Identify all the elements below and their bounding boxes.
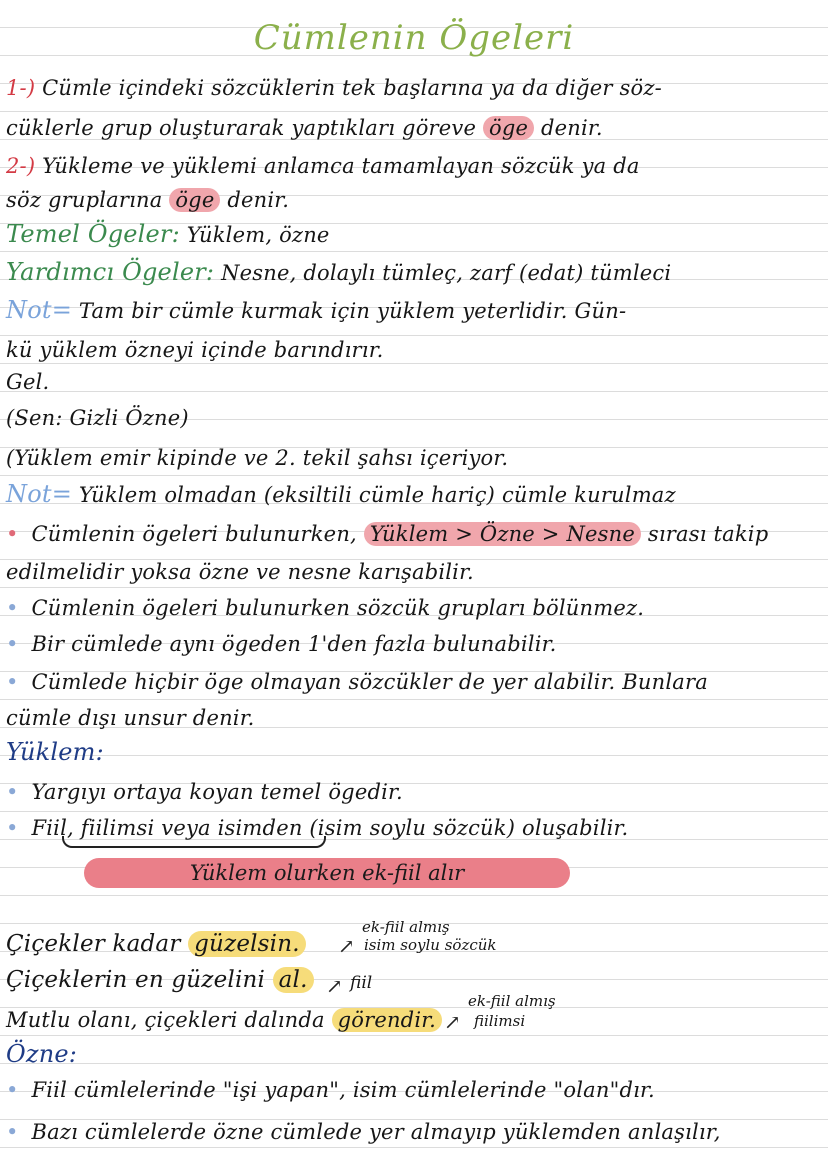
yardimci-ogeler-line — [6, 258, 671, 287]
highlight-oge: öge — [483, 116, 534, 140]
definition-line-1 — [6, 74, 662, 102]
definition-text: söz gruplarına — [6, 188, 163, 212]
note-label: Not= — [6, 296, 73, 324]
note-line-2: kü yüklem özneyi içinde barındırır. — [6, 338, 384, 362]
bullet-1-cont: edilmelidir yoksa özne ve nesne karışabilir. — [6, 560, 474, 584]
bullet-text: sırası takip — [647, 522, 769, 546]
highlight-al: al. — [273, 967, 314, 993]
example-text: Çiçekler kadar — [6, 931, 181, 957]
definition-text: denir. — [541, 116, 603, 140]
note-label: Not= — [6, 480, 73, 508]
highlight-oge: öge — [169, 188, 220, 212]
bullet-dot-icon: • — [6, 816, 19, 840]
ozne-heading — [6, 1040, 77, 1069]
heading-text: Özne: — [6, 1040, 78, 1068]
bullet-dot-icon: • — [6, 670, 19, 694]
item-number: 1-) — [6, 76, 36, 100]
yardimci-ogeler-label: Yardımcı Ögeler: — [6, 258, 215, 286]
note-line-1 — [6, 296, 626, 325]
bullet-text: Cümlenin ögeleri bulunurken, — [31, 522, 357, 546]
example-gizli-ozne: (Sen: Gizli Özne) — [6, 406, 189, 430]
bullet-2 — [6, 594, 644, 622]
annotation-fiil: fiil — [350, 973, 373, 993]
annotation-fiilimsi: fiilimsi — [474, 1012, 526, 1030]
annotation-ek-fiil: ek-fiil almış — [362, 918, 450, 936]
temel-ogeler-line — [6, 220, 330, 249]
note-text: Tam bir cümle kurmak için yüklem yeterlidir. Gün- — [78, 299, 627, 323]
definition-line-3 — [6, 152, 640, 180]
bullet-text: Yargıyı ortaya koyan temel ögedir. — [31, 780, 403, 804]
yuklem-heading — [6, 738, 104, 767]
arrow-icon: ↗ — [444, 1010, 461, 1034]
bullet-4 — [6, 668, 708, 696]
arrow-icon: ↗ — [338, 934, 355, 958]
definition-text: denir. — [227, 188, 290, 212]
bullet-text: Cümlede hiçbir öge olmayan sözcükler de yer alabilir. Bunlara — [31, 670, 708, 694]
note-line-3 — [6, 480, 676, 509]
highlight-order: Yüklem > Özne > Nesne — [364, 522, 641, 546]
example-text: Mutlu olanı, çiçekleri dalında — [6, 1008, 325, 1032]
bullet-dot-icon: • — [6, 632, 19, 656]
bullet-dot-icon: • — [6, 522, 19, 546]
item-number: 2-) — [6, 154, 36, 178]
definition-text: Cümle içindeki sözcüklerin tek başlarına ya da diğer söz- — [42, 76, 662, 100]
example-explanation: (Yüklem emir kipinde ve 2. tekil şahsı içeriyor. — [6, 446, 509, 470]
temel-ogeler-label: Temel Ögeler: — [6, 220, 180, 248]
example-gel: Gel. — [6, 370, 50, 394]
yuklem-bullet-1 — [6, 778, 403, 806]
example-text: Çiçeklerin en güzelini — [6, 967, 266, 993]
ek-fiil-highlight-pill: Yüklem olurken ek-fiil alır — [84, 858, 570, 888]
definition-text: Yükleme ve yüklemi anlamca tamamlayan sözcük ya da — [42, 154, 640, 178]
heading-text: Yüklem: — [6, 738, 104, 766]
bullet-3 — [6, 630, 556, 658]
definition-line-4 — [6, 186, 289, 214]
bullet-text: Cümlenin ögeleri bulunurken sözcük grupları bölünmez. — [31, 596, 645, 620]
bullet-text: Fiil cümlelerinde "işi yapan", isim cümlelerinde "olan"dır. — [31, 1078, 655, 1102]
ozne-bullet-2 — [6, 1118, 721, 1146]
arrow-icon: ↗ — [326, 974, 343, 998]
bullet-text: Fiil, fiilimsi veya isimden (isim soylu sözcük) oluşabilir. — [31, 816, 629, 840]
annotation-isim-soylu: isim soylu sözcük — [364, 936, 497, 954]
page-title: Cümlenin Ögeleri — [253, 18, 575, 58]
highlight-guzelsin: güzelsin. — [188, 931, 306, 957]
highlight-gorendir: görendir. — [332, 1008, 442, 1032]
bullet-text: Bazı cümlelerde özne cümlede yer almayıp yüklemden anlaşılır, — [31, 1120, 721, 1144]
bullet-dot-icon: • — [6, 1120, 19, 1144]
note-text: Yüklem olmadan (eksiltili cümle hariç) cümle kurulmaz — [78, 483, 676, 507]
bullet-1 — [6, 520, 768, 548]
bullet-dot-icon: • — [6, 596, 19, 620]
bullet-dot-icon: • — [6, 1078, 19, 1102]
definition-line-2 — [6, 114, 603, 142]
definition-text: cüklerle grup oluşturarak yaptıkları göreve — [6, 116, 477, 140]
temel-ogeler-text: Yüklem, özne — [186, 223, 330, 247]
annotation-ek-fiil-2: ek-fiil almış — [468, 992, 556, 1010]
brace-underline — [62, 836, 326, 848]
bullet-text: Bir cümlede aynı ögeden 1'den fazla bulunabilir. — [31, 632, 557, 656]
yardimci-ogeler-text: Nesne, dolaylı tümleç, zarf (edat) tümleci — [221, 261, 672, 285]
bullet-dot-icon: • — [6, 780, 19, 804]
ozne-bullet-1 — [6, 1076, 655, 1104]
example-1 — [6, 930, 306, 958]
example-3 — [6, 1006, 442, 1034]
example-2 — [6, 966, 314, 994]
bullet-4-cont: cümle dışı unsur denir. — [6, 706, 255, 730]
